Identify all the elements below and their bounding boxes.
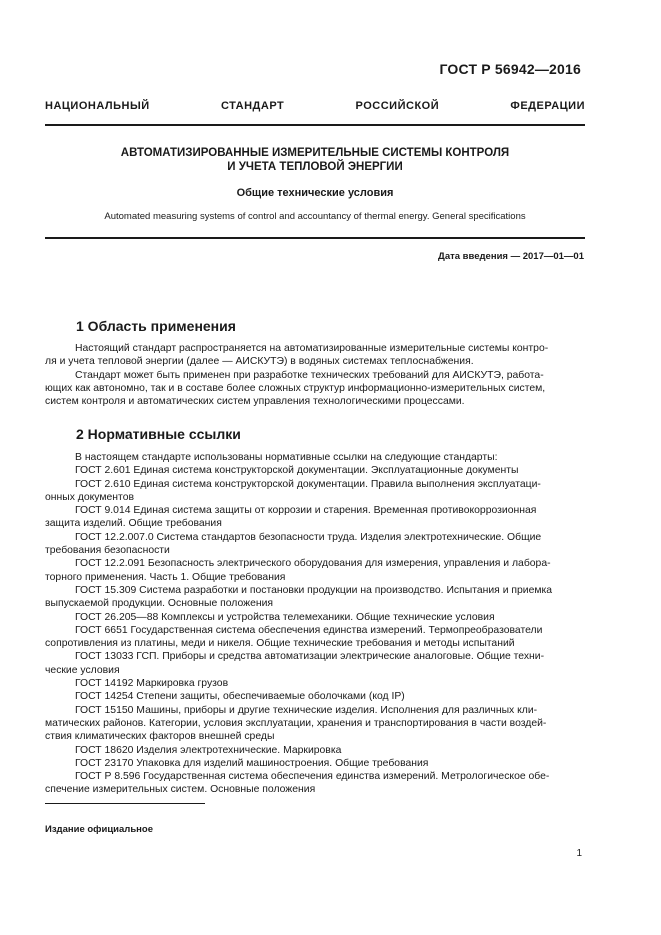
section-2-heading: 2 Нормативные ссылки xyxy=(76,426,241,442)
english-title: Automated measuring systems of control and accountancy of thermal energy. General specifications xyxy=(104,211,526,222)
text-line: Стандарт может быть применен при разработке технических требований для АИСКУТЭ, работа- xyxy=(75,369,544,381)
text-line: ющих как автономно, так и в составе более сложных структур информационно-измерительных систем, xyxy=(45,382,546,394)
reference-line: ческие условия xyxy=(45,664,120,676)
section-1-heading: 1 Область применения xyxy=(76,318,236,334)
reference-line: матических районов. Категории, условия эксплуатации, хранения и транспортирования в части воздей- xyxy=(45,717,547,729)
page-number: 1 xyxy=(576,848,582,859)
reference-line: ГОСТ 9.014 Единая система защиты от коррозии и старения. Временная противокоррозионная xyxy=(75,505,537,517)
header-divider xyxy=(45,124,585,126)
reference-line: выпускаемой продукции. Основные положения xyxy=(45,598,274,610)
text-line: систем контроля и автоматических систем управления технологическими процессами. xyxy=(45,396,465,408)
document-code: ГОСТ Р 56942—2016 xyxy=(439,61,581,77)
reference-line: ГОСТ 15150 Машины, приборы и другие технические изделия. Исполнения для различных кли- xyxy=(75,704,538,716)
reference-line: торного применения. Часть 1. Общие требования xyxy=(45,571,286,583)
reference-line: требования безопасности xyxy=(45,545,170,557)
reference-line: ГОСТ 6651 Государственная система обеспечения единства измерений. Термопреобразователи xyxy=(75,624,543,636)
official-edition-label: Издание официальное xyxy=(45,824,153,835)
reference-line: защита изделий. Общие требования xyxy=(45,518,222,530)
title-divider xyxy=(45,237,585,239)
reference-line: ГОСТ 14192 Маркировка грузов xyxy=(75,678,229,690)
reference-line: сопротивления из платины, меди и никеля. Общие технические требования и методы испытаний xyxy=(45,638,515,650)
reference-line: ГОСТ 12.2.091 Безопасность электрического оборудования для измерения, управления и лабора- xyxy=(75,558,551,570)
introduction-date: Дата введения — 2017—01—01 xyxy=(438,251,584,262)
reference-line: ГОСТ 2.601 Единая система конструкторской документации. Эксплуатационные документы xyxy=(75,465,519,477)
title-line-1: АВТОМАТИЗИРОВАННЫЕ ИЗМЕРИТЕЛЬНЫЕ СИСТЕМЫ КОНТРОЛЯ xyxy=(120,147,510,159)
reference-line: ГОСТ 12.2.007.0 Система стандартов безопасности труда. Изделия электротехнические. Общие xyxy=(75,531,542,543)
reference-line: ствия климатических факторов внешней среды xyxy=(45,731,275,743)
text-line: В настоящем стандарте использованы нормативные ссылки на следующие стандарты: xyxy=(75,452,498,463)
footer-divider xyxy=(45,803,205,804)
reference-line: ГОСТ 13033 ГСП. Приборы и средства автоматизации электрические аналоговые. Общие техни- xyxy=(75,651,545,663)
title-line-2: И УЧЕТА ТЕПЛОВОЙ ЭНЕРГИИ xyxy=(227,161,403,173)
reference-line: ГОСТ 23170 Упаковка для изделий машиностроения. Общие требования xyxy=(75,757,429,769)
section-2-body xyxy=(45,451,585,797)
national-standard-banner: НАЦИОНАЛЬНЫЙ СТАНДАРТ РОССИЙСКОЙ ФЕДЕРАЦИИ xyxy=(45,100,585,112)
reference-line: ГОСТ Р 8.596 Государственная система обеспечения единства измерений. Метрологическое обе- xyxy=(75,771,550,783)
reference-line: онных документов xyxy=(45,491,134,503)
reference-line: ГОСТ 2.610 Единая система конструкторской документации. Правила выполнения эксплуатаци- xyxy=(75,478,541,490)
text-line: ля и учета тепловой энергии (далее — АИСКУТЭ) в водяных системах теплоснабжения. xyxy=(45,356,474,368)
section-1-body xyxy=(45,342,585,408)
reference-line: ГОСТ 18620 Изделия электротехнические. Маркировка xyxy=(75,744,342,756)
reference-line: ГОСТ 14254 Степени защиты, обеспечиваемые оболочками (код IP) xyxy=(75,691,405,703)
text-line: Настоящий стандарт распространяется на автоматизированные измерительные системы контро- xyxy=(75,343,549,354)
subtitle: Общие технические условия xyxy=(236,187,394,199)
reference-line: спечение измерительных систем. Основные положения xyxy=(45,784,316,796)
reference-line: ГОСТ 15.309 Система разработки и постановки продукции на производство. Испытания и приемка xyxy=(75,584,553,596)
reference-line: ГОСТ 26.205—88 Комплексы и устройства телемеханики. Общие технические условия xyxy=(75,611,495,623)
